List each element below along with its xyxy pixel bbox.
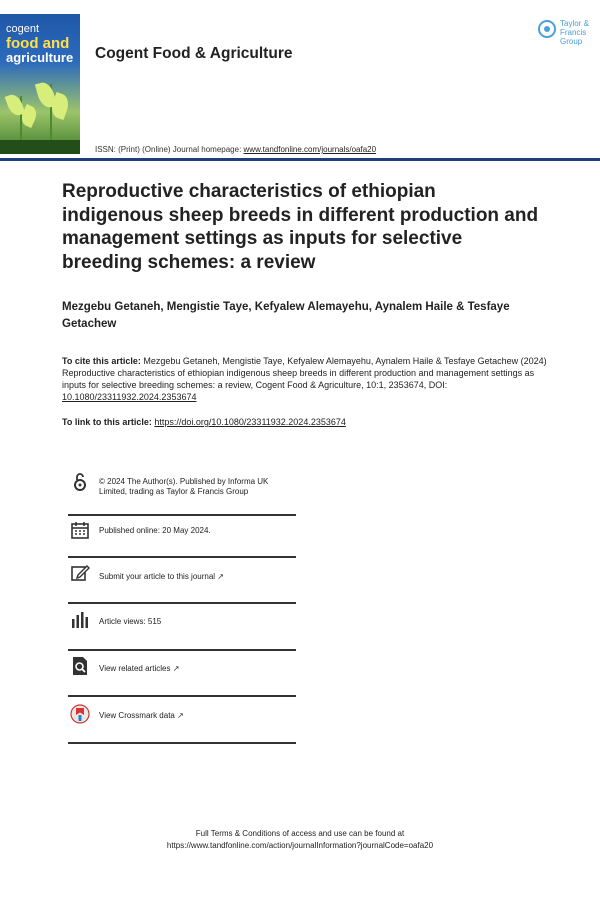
cover-title-line2: food and bbox=[6, 35, 70, 52]
related-row[interactable] bbox=[68, 652, 296, 698]
publisher-logo bbox=[538, 18, 600, 46]
footer bbox=[0, 828, 600, 852]
journal-cover-image bbox=[0, 14, 80, 154]
edit-icon bbox=[70, 563, 90, 583]
related-articles-icon bbox=[70, 656, 90, 676]
citation-block bbox=[62, 355, 547, 403]
submit-article-label: Submit your article to this journal bbox=[99, 572, 216, 581]
terms-link[interactable]: https://www.tandfonline.com/action/journalInformation?journalCode=oafa20 bbox=[166, 841, 434, 850]
article-views: Article views: 515 bbox=[99, 617, 162, 626]
bar-chart-icon bbox=[70, 610, 90, 630]
terms-text: Full Terms & Conditions of access and use can be found at bbox=[195, 829, 405, 838]
cover-title-line3: agriculture bbox=[6, 50, 74, 65]
citation-text: Mezgebu Getaneh, Mengistie Taye, Kefyalew Alemayehu, Aynalem Haile & Tesfaye Getachew (2024) Reproductive characteristics of ethiopian indigenous sheep breeds in different production and management settings as inputs for selective breeding schemes: a review, Cogent Food & Agriculture, 10:1, 2353674, DOI: bbox=[62, 356, 547, 390]
submit-article-link[interactable] bbox=[99, 572, 295, 582]
copyright-row bbox=[68, 468, 296, 518]
published-date: Published online: 20 May 2024. bbox=[99, 526, 211, 535]
related-articles-link[interactable] bbox=[99, 664, 295, 674]
article-link-line bbox=[62, 417, 346, 427]
submit-row[interactable] bbox=[68, 561, 296, 606]
crossmark-link[interactable] bbox=[99, 711, 295, 721]
journal-name[interactable]: Cogent Food & Agriculture bbox=[95, 45, 293, 62]
publisher-logo-icon bbox=[538, 20, 556, 38]
journal-homepage-link[interactable]: www.tandfonline.com/journals/oafa20 bbox=[243, 145, 377, 154]
info-divider bbox=[68, 649, 296, 651]
open-access-icon bbox=[70, 472, 90, 492]
views-row bbox=[68, 606, 296, 652]
article-doi-link[interactable]: https://doi.org/10.1080/23311932.2024.2353674 bbox=[154, 417, 346, 427]
crossmark-label: View Crossmark data bbox=[99, 711, 175, 720]
external-link-icon: ↗ bbox=[172, 664, 180, 673]
article-title: Reproductive characteristics of ethiopian indigenous sheep breeds in different production and management settings as inputs for selective breeding schemes: a review bbox=[62, 181, 539, 273]
info-divider bbox=[68, 695, 296, 697]
cover-title-line1: cogent bbox=[6, 23, 40, 35]
related-articles-label: View related articles bbox=[99, 664, 171, 673]
external-link-icon: ↗ bbox=[177, 711, 184, 720]
issn-line bbox=[95, 145, 376, 154]
article-authors: Mezgebu Getaneh, Mengistie Taye, Kefyalew Alemayehu, Aynalem Haile & Tesfaye Getachew bbox=[62, 301, 510, 330]
crossmark-icon bbox=[70, 704, 90, 724]
crossmark-row[interactable] bbox=[68, 698, 296, 746]
cover-footer-band bbox=[0, 140, 80, 154]
header-divider bbox=[0, 158, 600, 161]
published-row bbox=[68, 516, 296, 558]
citation-label: To cite this article: bbox=[62, 356, 141, 366]
copyright-text: © 2024 The Author(s). Published by Informa UK Limited, trading as Taylor & Francis Group bbox=[99, 477, 269, 496]
info-divider bbox=[68, 602, 296, 604]
external-link-icon: ↗ bbox=[217, 572, 224, 581]
issn-label: ISSN: (Print) (Online) Journal homepage: bbox=[95, 145, 242, 154]
publisher-logo-text: Taylor & Francis Group bbox=[560, 19, 589, 46]
article-link-label: To link to this article: bbox=[62, 417, 152, 427]
info-divider bbox=[68, 556, 296, 558]
calendar-icon bbox=[70, 520, 90, 540]
info-divider bbox=[68, 742, 296, 744]
citation-doi-link[interactable]: 10.1080/23311932.2024.2353674 bbox=[62, 392, 197, 402]
